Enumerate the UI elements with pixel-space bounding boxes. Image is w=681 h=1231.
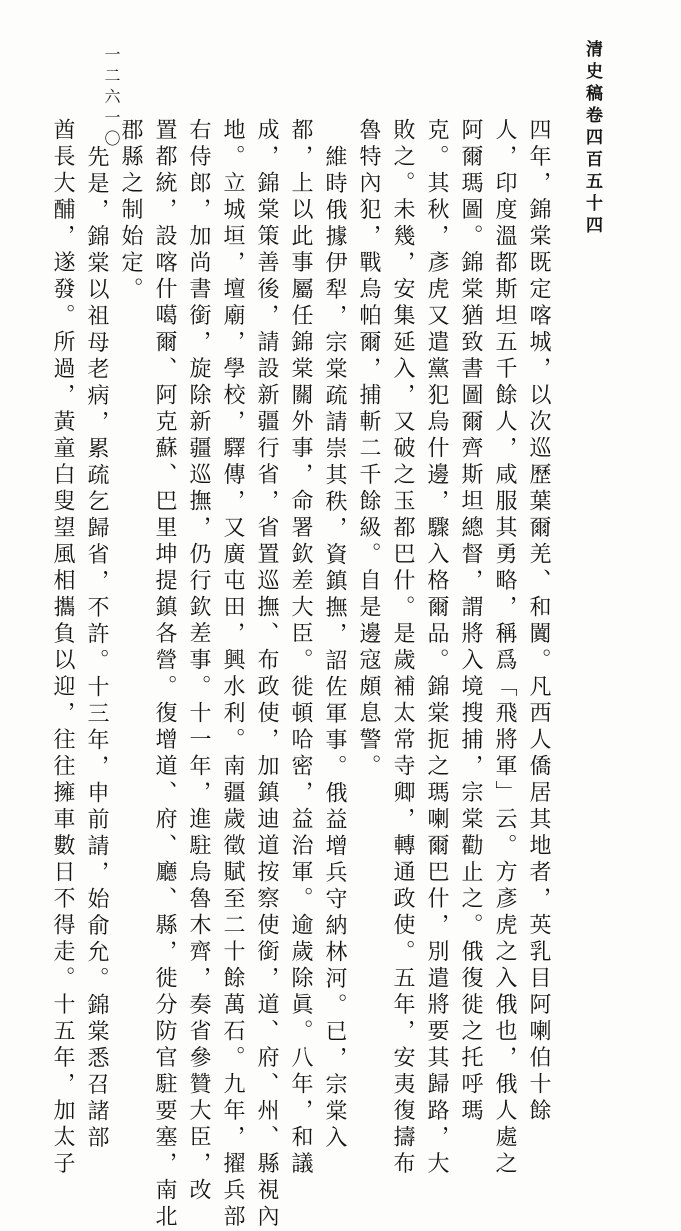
text-column-13: 郡縣之制始定。	[118, 118, 143, 304]
text-column-15: 酋長大酺，遂發。所過，黃童白叟望風相攜負以迎，往往擁車數日不得走。十五年，加太子	[50, 118, 75, 1178]
book-title: 清史稿卷四百五十四	[582, 40, 602, 238]
text-column-8: 都，上以此事屬任錦棠關外事，命署欽差大臣。徙頓哈密，益治軍。逾歲除眞。八年，和議	[288, 118, 313, 1178]
text-column-2: 人，印度溫都斯坦五千餘人，咸服其勇略，稱爲「飛將軍」云。方彥虎之入俄也，俄人處之	[492, 118, 517, 1178]
text-column-12: 置都統，設喀什噶爾、阿克蘇、巴里坤提鎮各營。復增道、府、廳、縣，徙分防官駐要塞，南北	[152, 118, 177, 1231]
text-column-4: 克。其秋，彥虎又遣黨犯烏什邊，驟入格爾品。錦棠扼之瑪喇爾巴什，別遣將要其歸路，大	[424, 118, 449, 1178]
text-column-3: 阿爾瑪圖。錦棠猶致書圖爾齊斯坦總督，謂將入境搜捕，宗棠勸止之。俄復徙之托呼瑪	[458, 118, 483, 1125]
text-column-9: 成，錦棠策善後，請設新疆行省，省置巡撫、布政使，加鎮迪道按察使銜，道、府、州、縣視內	[254, 118, 279, 1231]
page-number: 一二六一〇	[102, 46, 121, 151]
text-column-14: 先是，錦棠以祖母老病，累疏乞歸省，不許。十三年，申前請，始俞允。錦棠悉召諸部	[84, 145, 109, 1152]
text-column-6: 魯特內犯，戰烏帕爾，捕斬二千餘級。自是邊寇頗息警。	[356, 118, 381, 781]
text-column-1: 四年，錦棠既定喀城，以次巡歷葉爾羌、和闐。凡西人僑居其地者，英乳目阿喇伯十餘	[526, 118, 551, 1125]
text-column-7: 維時俄據伊犁，宗棠疏請崇其秩，資鎮撫，詔佐軍事。俄益增兵守納林河。已，宗棠入	[322, 145, 347, 1152]
text-column-11: 右侍郎，加尚書銜，旋除新疆巡撫，仍行欽差事。十一年，進駐烏魯木齊，奏省參贊大臣，改	[186, 118, 211, 1205]
text-column-5: 敗之。未幾，安集延入，又破之玉都巴什。是歲補太常寺卿，轉通政使。五年，安夷復擣布	[390, 118, 415, 1178]
text-column-10: 地。立城垣，壇廟，學校，驛傳，又廣屯田，興水利。南疆歲徵賦至二十餘萬石。九年，擢兵部	[220, 118, 245, 1231]
